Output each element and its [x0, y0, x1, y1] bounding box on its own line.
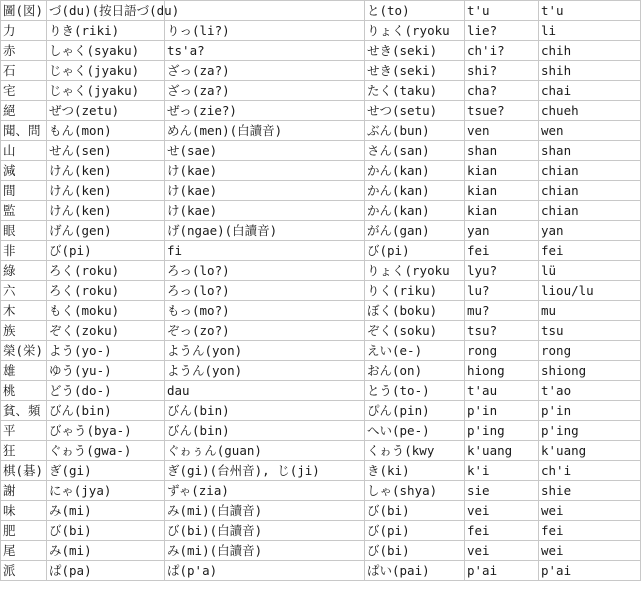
character-cell: 減 — [1, 161, 47, 181]
romanization-cell: p'ing — [465, 421, 539, 441]
japanese-reading-cell: ぼく(boku) — [365, 301, 465, 321]
character-cell: 狂 — [1, 441, 47, 461]
table-row — [1, 441, 641, 461]
character-cell: 味 — [1, 501, 47, 521]
mandarin-cell: chian — [539, 161, 641, 181]
reading-cell: もん(mon) — [47, 121, 165, 141]
reading-cell: ぱ(pa) — [47, 561, 165, 581]
romanization-cell: k'uang — [465, 441, 539, 461]
mandarin-cell: fei — [539, 521, 641, 541]
table-row — [1, 161, 641, 181]
mandarin-cell: tsu — [539, 321, 641, 341]
romanization-cell: p'ai — [465, 561, 539, 581]
romanization-cell: sie — [465, 481, 539, 501]
character-cell: 榮(栄) — [1, 341, 47, 361]
table-row — [1, 61, 641, 81]
mandarin-cell: k'uang — [539, 441, 641, 461]
japanese-reading-cell: えい(e-) — [365, 341, 465, 361]
dialect-reading-cell: もっ(mo?) — [165, 301, 365, 321]
dialect-reading-cell: ぱ(p'a) — [165, 561, 365, 581]
table-row — [1, 521, 641, 541]
japanese-reading-cell: せき(seki) — [365, 41, 465, 61]
reading-cell: けん(ken) — [47, 181, 165, 201]
table-row — [1, 181, 641, 201]
japanese-reading-cell: しゃ(shya) — [365, 481, 465, 501]
dialect-reading-cell: ろっ(lo?) — [165, 281, 365, 301]
table-row — [1, 461, 641, 481]
japanese-reading-cell: と(to) — [365, 1, 465, 21]
reading-cell: ぎ(gi) — [47, 461, 165, 481]
character-cell: 桃 — [1, 381, 47, 401]
japanese-reading-cell: がん(gan) — [365, 221, 465, 241]
character-cell: 派 — [1, 561, 47, 581]
romanization-cell: t'u — [465, 1, 539, 21]
romanization-cell: tsu? — [465, 321, 539, 341]
romanization-cell: lu? — [465, 281, 539, 301]
table-row — [1, 141, 641, 161]
mandarin-cell: mu — [539, 301, 641, 321]
romanization-cell: cha? — [465, 81, 539, 101]
japanese-reading-cell: せつ(setu) — [365, 101, 465, 121]
romanization-cell: yan — [465, 221, 539, 241]
mandarin-cell: chian — [539, 181, 641, 201]
table-row — [1, 381, 641, 401]
reading-cell: ぜつ(zetu) — [47, 101, 165, 121]
character-cell: 尾 — [1, 541, 47, 561]
japanese-reading-cell: ぱい(pai) — [365, 561, 465, 581]
reading-cell: じゃく(jyaku) — [47, 61, 165, 81]
japanese-reading-cell: ぶん(bun) — [365, 121, 465, 141]
japanese-reading-cell: さん(san) — [365, 141, 465, 161]
japanese-reading-cell: りょく(ryoku — [365, 21, 465, 41]
reading-cell: び(bi) — [47, 521, 165, 541]
character-cell: 宅 — [1, 81, 47, 101]
character-cell: 監 — [1, 201, 47, 221]
character-cell: 絕 — [1, 101, 47, 121]
mandarin-cell: wen — [539, 121, 641, 141]
japanese-reading-cell: たく(taku) — [365, 81, 465, 101]
reading-cell: けん(ken) — [47, 161, 165, 181]
romanization-cell: k'i — [465, 461, 539, 481]
dialect-reading-cell: dau — [165, 381, 365, 401]
reading-cell: けん(ken) — [47, 201, 165, 221]
dialect-reading-cell: ようん(yon) — [165, 341, 365, 361]
dialect-reading-cell: ぜっ(zie?) — [165, 101, 365, 121]
character-cell: 肥 — [1, 521, 47, 541]
reading-cell: どう(do-) — [47, 381, 165, 401]
character-cell: 平 — [1, 421, 47, 441]
dialect-reading-cell: け(kae) — [165, 201, 365, 221]
table-row — [1, 1, 641, 21]
dialect-reading-cell: ぞっ(zo?) — [165, 321, 365, 341]
reading-cell: にゃ(jya) — [47, 481, 165, 501]
japanese-reading-cell: くゎう(kwy — [365, 441, 465, 461]
japanese-reading-cell: へい(pe-) — [365, 421, 465, 441]
mandarin-cell: shih — [539, 61, 641, 81]
romanization-cell: vei — [465, 541, 539, 561]
dialect-reading-cell: け(kae) — [165, 181, 365, 201]
romanization-cell: lie? — [465, 21, 539, 41]
dialect-reading-cell: ぎ(gi)(台州音), じ(ji) — [165, 461, 365, 481]
romanization-cell: kian — [465, 161, 539, 181]
reading-cell: び(pi) — [47, 241, 165, 261]
reading-cell: ゆう(yu-) — [47, 361, 165, 381]
dialect-reading-cell: け(kae) — [165, 161, 365, 181]
table-row — [1, 21, 641, 41]
table-row — [1, 541, 641, 561]
dialect-reading-cell: げ(ngae)(白讀音) — [165, 221, 365, 241]
japanese-reading-cell: び(pi) — [365, 241, 465, 261]
japanese-reading-cell: び(bi) — [365, 501, 465, 521]
romanization-cell: mu? — [465, 301, 539, 321]
mandarin-cell: shie — [539, 481, 641, 501]
table-row — [1, 81, 641, 101]
dialect-reading-cell: ざっ(za?) — [165, 61, 365, 81]
table-body — [1, 1, 641, 581]
dialect-reading-cell: ろっ(lo?) — [165, 261, 365, 281]
table-row — [1, 301, 641, 321]
japanese-reading-cell: ぴん(pin) — [365, 401, 465, 421]
japanese-reading-cell: かん(kan) — [365, 201, 465, 221]
character-cell: 貧、頻 — [1, 401, 47, 421]
japanese-reading-cell: せき(seki) — [365, 61, 465, 81]
mandarin-cell: yan — [539, 221, 641, 241]
romanization-cell: kian — [465, 181, 539, 201]
mandarin-cell: p'ing — [539, 421, 641, 441]
mandarin-cell: t'u — [539, 1, 641, 21]
mandarin-cell: t'ao — [539, 381, 641, 401]
dialect-reading-cell: ようん(yon) — [165, 361, 365, 381]
character-cell: 山 — [1, 141, 47, 161]
mandarin-cell: chih — [539, 41, 641, 61]
romanization-cell: ch'i? — [465, 41, 539, 61]
japanese-reading-cell: かん(kan) — [365, 161, 465, 181]
reading-cell: じゃく(jyaku) — [47, 81, 165, 101]
table-row — [1, 281, 641, 301]
table-row — [1, 341, 641, 361]
dialect-reading-cell: びん(bin) — [165, 401, 365, 421]
character-cell: 木 — [1, 301, 47, 321]
table-row — [1, 561, 641, 581]
romanization-cell: rong — [465, 341, 539, 361]
romanization-cell: fei — [465, 241, 539, 261]
table-row — [1, 241, 641, 261]
japanese-reading-cell: りょく(ryoku — [365, 261, 465, 281]
mandarin-cell: chian — [539, 201, 641, 221]
dialect-reading-cell — [165, 1, 365, 21]
character-cell: 六 — [1, 281, 47, 301]
character-cell: 圖(図) — [1, 1, 47, 21]
reading-cell: もく(moku) — [47, 301, 165, 321]
character-cell: 石 — [1, 61, 47, 81]
character-cell: 赤 — [1, 41, 47, 61]
romanization-cell: hiong — [465, 361, 539, 381]
reading-cell: ろく(roku) — [47, 281, 165, 301]
mandarin-cell: liou/lu — [539, 281, 641, 301]
reading-cell: げん(gen) — [47, 221, 165, 241]
romanization-cell: t'au — [465, 381, 539, 401]
japanese-reading-cell: かん(kan) — [365, 181, 465, 201]
japanese-reading-cell: び(bi) — [365, 541, 465, 561]
character-cell: 力 — [1, 21, 47, 41]
mandarin-cell: shan — [539, 141, 641, 161]
dialect-reading-cell: せ(sae) — [165, 141, 365, 161]
mandarin-cell: li — [539, 21, 641, 41]
romanization-cell: lyu? — [465, 261, 539, 281]
dialect-reading-cell: びん(bin) — [165, 421, 365, 441]
romanization-cell: kian — [465, 201, 539, 221]
reading-cell: びん(bin) — [47, 401, 165, 421]
character-cell: 棋(碁) — [1, 461, 47, 481]
romanization-cell: p'in — [465, 401, 539, 421]
mandarin-cell: wei — [539, 541, 641, 561]
mandarin-cell: fei — [539, 241, 641, 261]
table-row — [1, 41, 641, 61]
table-row — [1, 261, 641, 281]
table-row — [1, 121, 641, 141]
character-cell: 族 — [1, 321, 47, 341]
japanese-reading-cell: ぞく(soku) — [365, 321, 465, 341]
table-row — [1, 321, 641, 341]
mandarin-cell: rong — [539, 341, 641, 361]
dialect-reading-cell: み(mi)(白讀音) — [165, 501, 365, 521]
japanese-reading-cell: び(pi) — [365, 521, 465, 541]
reading-cell: ぞく(zoku) — [47, 321, 165, 341]
dialect-reading-cell: fi — [165, 241, 365, 261]
table-row — [1, 501, 641, 521]
table-row — [1, 101, 641, 121]
table-row — [1, 201, 641, 221]
table-row — [1, 221, 641, 241]
reading-cell: ろく(roku) — [47, 261, 165, 281]
romanization-cell: shan — [465, 141, 539, 161]
romanization-cell: shi? — [465, 61, 539, 81]
character-cell: 謝 — [1, 481, 47, 501]
dialect-reading-cell: りっ(li?) — [165, 21, 365, 41]
mandarin-cell: wei — [539, 501, 641, 521]
romanization-cell: ven — [465, 121, 539, 141]
mandarin-cell: ch'i — [539, 461, 641, 481]
mandarin-cell: chai — [539, 81, 641, 101]
japanese-reading-cell: とう(to-) — [365, 381, 465, 401]
japanese-reading-cell: おん(on) — [365, 361, 465, 381]
mandarin-cell: shiong — [539, 361, 641, 381]
reading-cell: びゃう(bya-) — [47, 421, 165, 441]
dialect-reading-cell: ざっ(za?) — [165, 81, 365, 101]
dialect-reading-cell: めん(men)(白讀音) — [165, 121, 365, 141]
table-row — [1, 401, 641, 421]
table-row — [1, 481, 641, 501]
character-cell: 間 — [1, 181, 47, 201]
japanese-reading-cell: りく(riku) — [365, 281, 465, 301]
character-cell: 雄 — [1, 361, 47, 381]
dialect-reading-cell: び(bi)(白讀音) — [165, 521, 365, 541]
reading-cell: よう(yo-) — [47, 341, 165, 361]
dialect-reading-cell: ぐゎぅん(guan) — [165, 441, 365, 461]
character-cell: 眼 — [1, 221, 47, 241]
character-cell: 綠 — [1, 261, 47, 281]
reading-cell: み(mi) — [47, 541, 165, 561]
mandarin-cell: p'in — [539, 401, 641, 421]
reading-cell: りき(riki) — [47, 21, 165, 41]
mandarin-cell: chueh — [539, 101, 641, 121]
japanese-reading-cell: き(ki) — [365, 461, 465, 481]
character-cell: 聞、問 — [1, 121, 47, 141]
dialect-reading-cell: ずゃ(zia) — [165, 481, 365, 501]
reading-cell: しゃく(syaku) — [47, 41, 165, 61]
romanization-cell: fei — [465, 521, 539, 541]
reading-cell: づ(du)(按日語づ(du) — [47, 1, 165, 21]
dialect-reading-cell: ts'a? — [165, 41, 365, 61]
reading-cell: み(mi) — [47, 501, 165, 521]
romanization-cell: tsue? — [465, 101, 539, 121]
romanization-cell: vei — [465, 501, 539, 521]
dialect-reading-cell: み(mi)(白讀音) — [165, 541, 365, 561]
mandarin-cell: lü — [539, 261, 641, 281]
table-row — [1, 421, 641, 441]
reading-cell: ぐゎう(gwa-) — [47, 441, 165, 461]
mandarin-cell: p'ai — [539, 561, 641, 581]
table-row — [1, 361, 641, 381]
reading-cell: せん(sen) — [47, 141, 165, 161]
character-cell: 非 — [1, 241, 47, 261]
